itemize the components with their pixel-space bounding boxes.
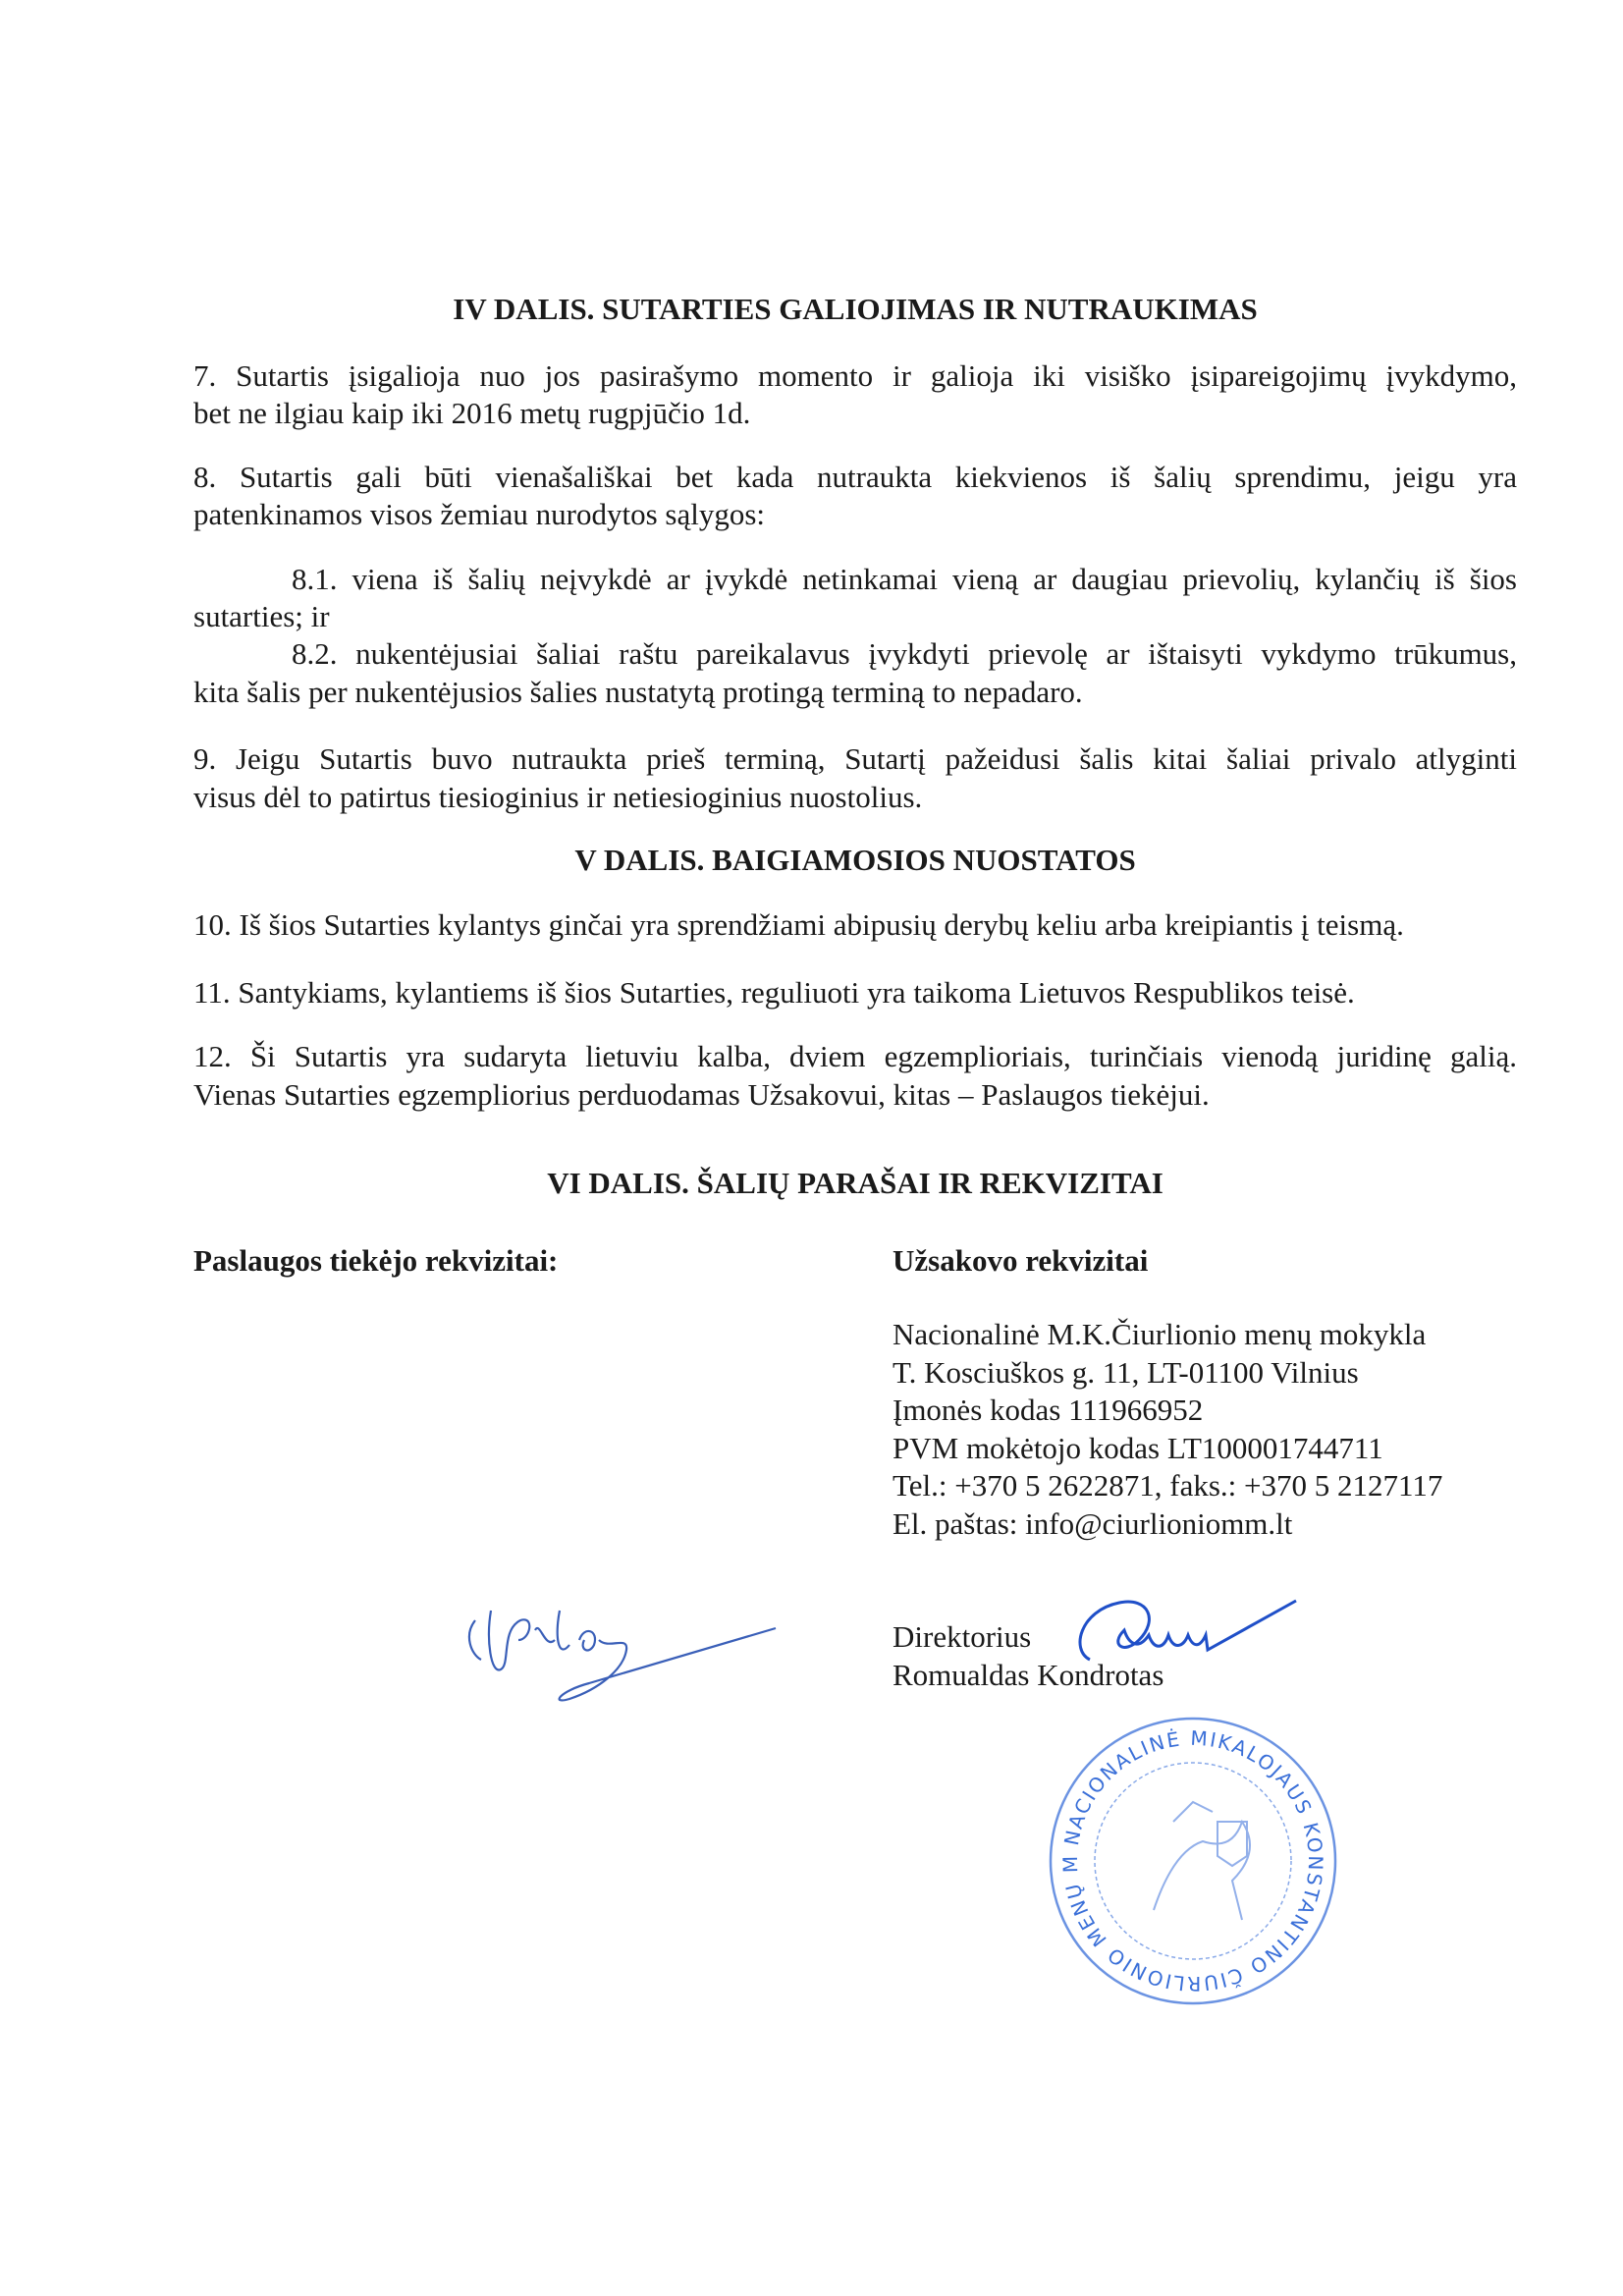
- clause-line: 12. Ši Sutartis yra sudaryta lietuviu kalba, dviem egzemplioriais, turinčiais vienodą juridinę galią.: [193, 1039, 1517, 1073]
- clause-line: patenkinamos visos žemiau nurodytos sąlygos:: [193, 497, 766, 531]
- clause-line: 8. Sutartis gali būti vienašališkai bet kada nutraukta kiekvienos iš šalių sprendimu, jeigu yra: [193, 460, 1517, 494]
- clause-line: 7. Sutartis įsigalioja nuo jos pasirašymo momento ir galioja iki visiško įsipareigojimų įvykdymo,: [193, 358, 1517, 393]
- client-name: Nacionalinė M.K.Čiurlionio menų mokykla: [893, 1317, 1427, 1351]
- client-heading: Užsakovo rekvizitai: [893, 1243, 1149, 1278]
- client-company-code: Įmonės kodas 111966952: [893, 1393, 1204, 1427]
- stamp-seal: [1037, 1695, 1340, 2008]
- client-phone-fax: Tel.: +370 5 2622871, faks.: +370 5 2127117: [893, 1468, 1443, 1503]
- client-signature: [1070, 1591, 1306, 1679]
- stamp-lettering: NACIONALINĖ MIKALOJAUS KONSTANTINO ČIURLIONIO MENŲ MOKYKLA: [1037, 1695, 1328, 1996]
- clause-10: 10. Iš šios Sutarties kylantys ginčai yra sprendžiami abipusių derybų keliu arba kreipiantis į teismą.: [193, 907, 1404, 942]
- client-details: [893, 1316, 1442, 1543]
- client-signatory-position: Direktorius: [893, 1619, 1032, 1654]
- clause-11: 11. Santykiams, kylantiems iš šios Sutarties, reguliuoti yra taikoma Lietuvos Respublikos teisė.: [193, 975, 1355, 1010]
- clause-line: visus dėl to patirtus tiesioginius ir netiesioginius nuostolius.: [193, 780, 923, 814]
- clause-line: 8.2. nukentėjusiai šaliai raštu pareikalavus įvykdyti prievolę ar ištaisyti vykdymo trūkumus,: [292, 636, 1517, 671]
- section-iv-title: IV DALIS. SUTARTIES GALIOJIMAS IR NUTRAUKIMAS: [453, 292, 1258, 326]
- supplier-heading: Paslaugos tiekėjo rekvizitai:: [193, 1243, 559, 1278]
- client-signatory-name: Romualdas Kondrotas: [893, 1658, 1164, 1692]
- client-vat-code: PVM mokėtojo kodas LT100001744711: [893, 1430, 1383, 1465]
- section-v-title: V DALIS. BAIGIAMOSIOS NUOSTATOS: [574, 843, 1136, 877]
- client-email: El. paštas: info@ciurlioniomm.lt: [893, 1505, 1293, 1541]
- client-address: T. Kosciuškos g. 11, LT-01100 Vilnius: [893, 1354, 1359, 1390]
- clause-line: bet ne ilgiau kaip iki 2016 metų rugpjūčio 1d.: [193, 396, 751, 430]
- section-vi-title: VI DALIS. ŠALIŲ PARAŠAI IR REKVIZITAI: [547, 1166, 1163, 1200]
- supplier-signature: [461, 1581, 795, 1719]
- clause-line: kita šalis per nukentėjusios šalies nustatytą protingą terminą to nepadaro.: [193, 675, 1083, 709]
- clause-line: 8.1. viena iš šalių neįvykdė ar įvykdė netinkamai vieną ar daugiau prievolių, kylančių iš šios: [292, 562, 1517, 596]
- clause-line: 9. Jeigu Sutartis buvo nutraukta prieš terminą, Sutartį pažeidusi šalis kitai šaliai privalo atlyginti: [193, 741, 1517, 776]
- clause-line: sutarties; ir: [193, 599, 330, 633]
- clause-line: Vienas Sutarties egzempliorius perduodamas Užsakovui, kitas – Paslaugos tiekėjui.: [193, 1077, 1210, 1112]
